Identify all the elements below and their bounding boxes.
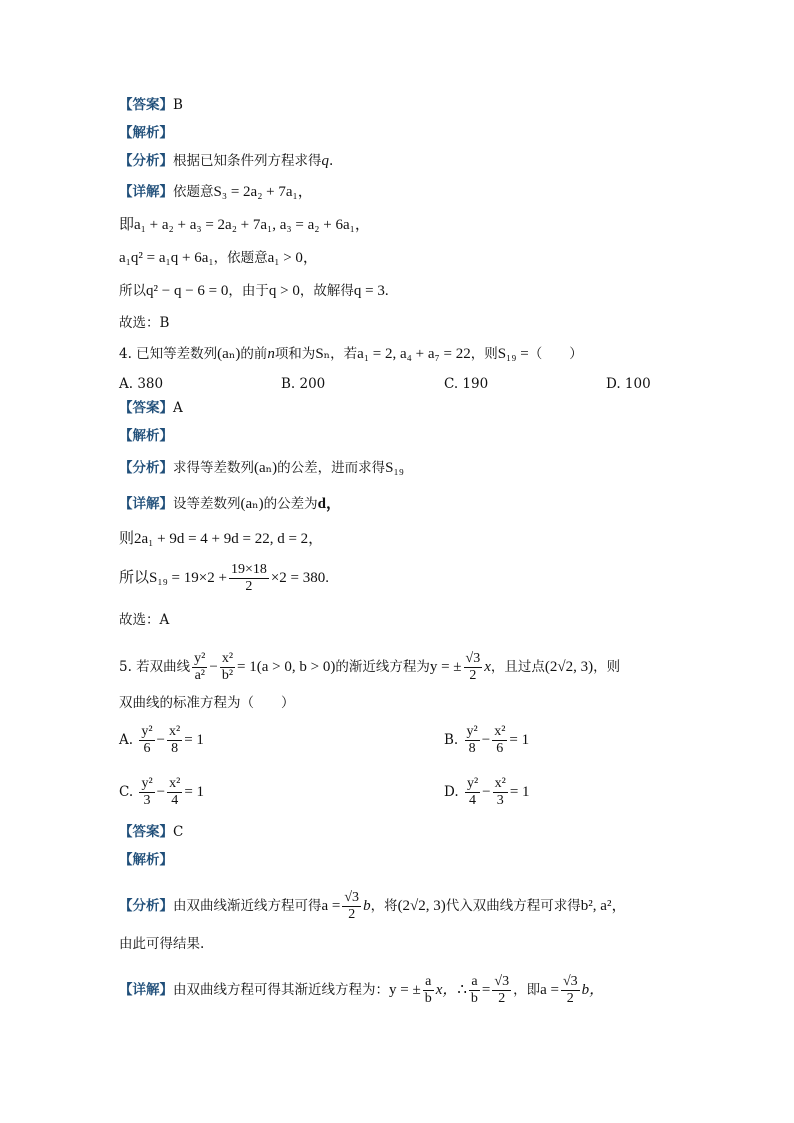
q5-fenxi-f: 代入双曲线方程可求得 <box>445 898 581 914</box>
q5-analysis-line <box>119 850 173 870</box>
answer-tag: 【答案】 <box>119 400 173 416</box>
q3-detail-eq: S₃ = 2a₂ + 7a₁， <box>213 184 313 200</box>
q3-fenxi-line: 【分析】根据已知条件列方程求得q. <box>119 153 334 169</box>
q5-fenxi-line <box>119 890 626 923</box>
q5-detail-g: a = <box>540 982 559 998</box>
detail-tag: 【详解】 <box>119 496 173 512</box>
q5-answer: C <box>173 824 184 840</box>
q4-choose-text: 故选：A <box>119 612 170 628</box>
q5-stem-c: 的渐近线方程为 <box>335 659 430 675</box>
q5-detail-frac2 <box>469 974 480 1007</box>
q5-option-b-n1: y² <box>466 724 478 739</box>
q5-detail-line <box>119 974 604 1007</box>
q4-stem-j: S₁₉ = <box>497 346 529 362</box>
q5-option-d-frac1 <box>465 776 480 809</box>
q4-detail-c: 的公差为 <box>263 496 318 512</box>
q3-detail-line <box>119 182 313 202</box>
q4-line3b: ×2 = 380. <box>270 570 330 586</box>
q4-analysis-line <box>119 426 173 446</box>
q5-detail-e: = <box>481 982 491 998</box>
q5-option-c-n1: y² <box>141 776 153 791</box>
q4-fraction <box>229 562 269 595</box>
q5-answer-line <box>119 822 183 842</box>
q5-detail-den2: b <box>470 991 478 1006</box>
q5-option-a-eq: = 1 <box>184 732 204 748</box>
q5-stem-e: x <box>484 659 491 675</box>
q5-option-c-n2: x² <box>169 776 181 791</box>
q5-stem-line2-text: 双曲线的标准方程为（ ） <box>119 695 295 711</box>
q3-line4b: q² − q − 6 = 0 <box>146 283 229 299</box>
q4-stem-g: ，若 <box>330 346 358 362</box>
q4-stem <box>119 344 583 364</box>
q5-minus: − <box>209 659 218 675</box>
q5-frac1 <box>192 651 207 684</box>
q5-option-a-minus: − <box>156 732 166 748</box>
q5-stem <box>119 651 620 684</box>
q5-fenxi-g: b², a²， <box>580 898 627 914</box>
q4-fenxi-line <box>119 458 404 478</box>
q3-line4d: q > 0 <box>268 283 300 299</box>
q5-fenxi-e: (2√2, 3) <box>397 898 446 914</box>
q5-frac3-num: √3 <box>465 651 481 666</box>
q5-detail-frac1 <box>423 974 434 1007</box>
q5-option-a-label: A. <box>119 732 134 748</box>
q5-detail-den1: b <box>424 991 432 1006</box>
analysis-tag: 【解析】 <box>119 125 173 141</box>
q3-fenxi-text: 根据已知条件列方程求得 <box>173 153 322 169</box>
q4-option-d: D. 100 <box>606 376 651 392</box>
analysis-tag: 【解析】 <box>119 428 173 444</box>
q5-option-d-minus: − <box>482 784 491 800</box>
q4-fenxi-b: (aₙ) <box>254 460 278 476</box>
q4-stem-c: 的前 <box>240 346 268 362</box>
q3-answer-line <box>119 95 183 115</box>
q5-stem-f: ，且过点 <box>490 659 545 675</box>
q5-option-c-frac1 <box>139 776 154 809</box>
q4-line3 <box>119 562 329 595</box>
q5-option-a-frac2 <box>167 724 182 757</box>
q4-fenxi-a: 求得等差数列 <box>173 460 254 476</box>
q4-line2 <box>119 529 323 549</box>
q3-line3b: ，依题意 <box>213 250 268 266</box>
q5-option-b-d1: 8 <box>468 741 476 756</box>
q4-stem-f: Sₙ <box>315 346 331 362</box>
q3-line4e: ，故解得 <box>299 283 354 299</box>
q5-frac1-den: a² <box>194 668 205 683</box>
q4-detail-a: 设等差数列 <box>173 496 241 512</box>
q5-option-a-frac1 <box>139 724 154 757</box>
q5-option-d-n1: y² <box>466 776 479 791</box>
q5-fenxi-d: ，将 <box>370 898 398 914</box>
q5-detail-den3: 2 <box>498 991 506 1006</box>
q5-option-b <box>444 724 529 757</box>
q4-option-c: C. 190 <box>444 376 489 392</box>
q3-choose-text: 故选：B <box>119 315 170 331</box>
q4-fenxi-c: 的公差，进而求得 <box>277 460 386 476</box>
q5-option-b-eq: = 1 <box>509 732 530 748</box>
q5-option-a-d2: 8 <box>171 741 179 756</box>
fenxi-tag: 【分析】 <box>119 898 173 914</box>
q5-detail-num1: a <box>423 974 434 991</box>
q5-detail-den4: 2 <box>566 991 574 1006</box>
q5-option-b-frac2 <box>492 724 507 757</box>
q5-option-b-label: B. <box>444 732 459 748</box>
q3-line3c: a₁ > 0， <box>267 250 318 266</box>
q5-stem-b: = 1(a > 0, b > 0) <box>237 659 336 675</box>
q5-option-d-d2: 3 <box>496 793 504 808</box>
q3-line4c: ，由于 <box>228 283 269 299</box>
q4-detail-b: (aₙ) <box>240 496 264 512</box>
q5-option-c-d2: 4 <box>171 793 179 808</box>
q5-option-b-frac1 <box>465 724 480 757</box>
q3-line4a: 所以 <box>119 283 146 299</box>
q5-option-c-eq: = 1 <box>184 784 205 800</box>
q5-fenxi-num: √3 <box>344 890 360 905</box>
q5-option-a-n2: x² <box>169 724 181 739</box>
q5-option-a <box>119 724 204 757</box>
q5-detail-num2: a <box>469 974 480 991</box>
q5-option-b-d2: 6 <box>496 741 504 756</box>
q5-stem-g: (2√2, 3) <box>544 659 594 675</box>
q5-detail-d: ∴ <box>457 982 467 998</box>
q5-frac2-num: x² <box>221 651 234 666</box>
q4-frac-num: 19×18 <box>230 562 267 577</box>
q3-answer: B <box>173 97 183 113</box>
q4-detail-line <box>119 494 341 514</box>
q5-detail-f: ，即 <box>513 982 541 998</box>
q3-line3a: a₁q² = a₁q + 6a₁ <box>119 250 214 266</box>
q4-answer-line <box>119 398 183 418</box>
q5-option-d-frac2 <box>493 776 508 809</box>
q4-stem-b: (aₙ) <box>217 346 241 362</box>
q5-stem-h: ，则 <box>593 659 621 675</box>
q4-stem-k: （ ） <box>528 346 583 362</box>
q3-line2-text: 即a₁ + a₂ + a₃ = 2a₂ + 7a₁, a₃ = a₂ + 6a₁， <box>119 217 370 233</box>
q3-fenxi-var: q <box>321 153 329 169</box>
q5-detail-a: 由双曲线方程可得其渐近线方程为： <box>173 982 389 998</box>
q5-detail-num3: √3 <box>494 974 510 989</box>
q5-frac3 <box>464 651 483 684</box>
q5-detail-num4: √3 <box>562 974 578 989</box>
q5-stem-d: y = ± <box>429 659 462 675</box>
q5-option-d-eq: = 1 <box>509 784 530 800</box>
q5-fenxi-frac <box>342 890 361 923</box>
q4-stem-i: ，则 <box>470 346 498 362</box>
q5-fenxi-a: 由双曲线渐近线方程可得 <box>173 898 322 914</box>
q5-detail-h: b， <box>581 982 605 998</box>
q5-option-d-label: D. <box>444 784 459 800</box>
q5-option-c-d1: 3 <box>143 793 151 808</box>
q3-detail-text: 依题意 <box>173 184 214 200</box>
fenxi-tag: 【分析】 <box>119 460 173 476</box>
q5-stem-a: 5. 若双曲线 <box>119 659 191 675</box>
q4-answer: A <box>173 400 183 416</box>
q5-option-a-d1: 6 <box>143 741 151 756</box>
q5-detail-frac3 <box>492 974 511 1007</box>
q4-line3a: 所以S₁₉ = 19×2 + <box>119 570 227 586</box>
q5-fenxi-c: b <box>363 898 371 914</box>
q5-option-c-frac2 <box>167 776 182 809</box>
q3-line3 <box>119 248 318 268</box>
q3-analysis-line <box>119 123 173 143</box>
q3-line4 <box>119 281 389 301</box>
q4-line2-text: 则2a₁ + 9d = 4 + 9d = 22, d = 2， <box>119 531 324 547</box>
q5-fenxi-line2-text: 由此可得结果. <box>119 936 205 952</box>
q3-choose <box>119 313 169 333</box>
q4-stem-h: a₁ = 2, a₄ + a₇ = 22 <box>357 346 471 362</box>
answer-tag: 【答案】 <box>119 824 173 840</box>
q5-option-a-n1: y² <box>141 724 153 739</box>
q5-detail-b: y = ± <box>389 982 421 998</box>
q5-option-c-label: C. <box>119 784 134 800</box>
q4-detail-d: d， <box>317 496 341 512</box>
fenxi-tag: 【分析】 <box>119 153 173 169</box>
q3-line2 <box>119 215 370 235</box>
q5-detail-c: x， <box>435 982 458 998</box>
q5-option-b-minus: − <box>481 732 491 748</box>
q5-frac2-den: b² <box>221 668 234 683</box>
q4-option-a: A. 380 <box>119 376 164 392</box>
q5-option-b-n2: x² <box>494 724 506 739</box>
q5-option-d <box>444 776 530 809</box>
q5-fenxi-line2 <box>119 934 204 954</box>
q4-stem-e: 项和为 <box>274 346 316 362</box>
q5-frac2 <box>220 651 235 684</box>
q5-option-c <box>119 776 204 809</box>
q4-choose <box>119 610 169 630</box>
q5-frac1-num: y² <box>194 651 206 666</box>
q5-detail-frac4 <box>561 974 580 1007</box>
q4-fenxi-d: S₁₉ <box>385 460 404 476</box>
q5-fenxi-b: a = <box>321 898 341 914</box>
q5-frac3-den: 2 <box>469 668 477 683</box>
q3-line4f: q = 3. <box>353 283 389 299</box>
q4-stem-d: n <box>267 346 275 362</box>
answer-tag: 【答案】 <box>119 97 173 113</box>
q5-option-d-n2: x² <box>494 776 506 791</box>
analysis-tag: 【解析】 <box>119 852 173 868</box>
detail-tag: 【详解】 <box>119 184 173 200</box>
q5-fenxi-den: 2 <box>348 907 356 922</box>
q4-option-b: B. 200 <box>281 376 326 392</box>
q4-stem-a: 4. 已知等差数列 <box>119 346 218 362</box>
q5-option-d-d1: 4 <box>469 793 477 808</box>
q5-stem-line2 <box>119 693 295 713</box>
q5-option-c-minus: − <box>156 784 166 800</box>
detail-tag: 【详解】 <box>119 982 173 998</box>
q4-frac-den: 2 <box>245 579 253 594</box>
